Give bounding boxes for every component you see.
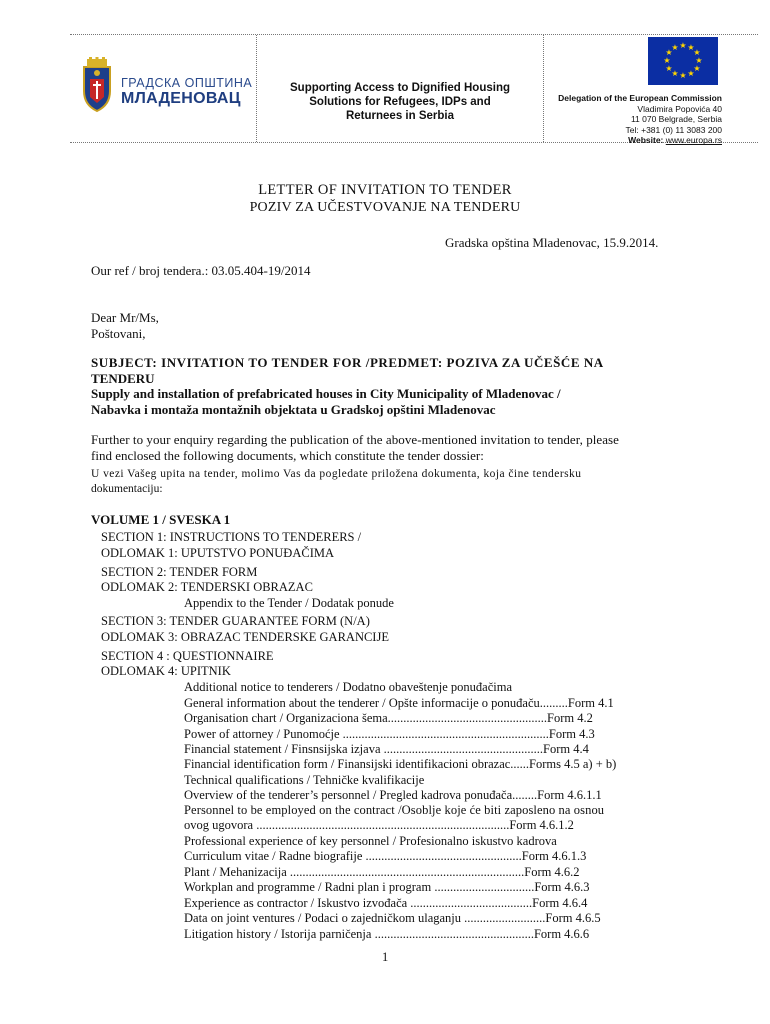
section-4-sr: ODLOMAK 4: UPITNIK bbox=[101, 664, 231, 678]
list-item: Additional notice to tenderers / Dodatno obaveštenje ponuđačima bbox=[184, 680, 513, 694]
section-3-sr: ODLOMAK 3: OBRAZAC TENDERSKE GARANCIJE bbox=[101, 630, 389, 644]
body-sr-line2: dokumentaciju: bbox=[91, 483, 163, 495]
list-item: ovog ugovora .................................................................................Form 4.6.1.2 bbox=[184, 818, 574, 832]
logo-line2: МЛАДЕНОВАЦ bbox=[121, 90, 241, 107]
list-item: Curriculum vitae / Radne biografije ..................................................Form 4.6.1.3 bbox=[184, 849, 587, 863]
project-title-cell bbox=[256, 35, 544, 142]
svg-text:★: ★ bbox=[665, 48, 673, 57]
subject-line2: TENDERU bbox=[91, 371, 155, 386]
project-title bbox=[257, 81, 543, 123]
greeting-en: Dear Mr/Ms, bbox=[91, 310, 159, 325]
body-en-line1: Further to your enquiry regarding the publication of the above-mentioned invitation to tender, please bbox=[91, 432, 619, 447]
website-link[interactable]: www.europa.rs bbox=[665, 135, 722, 146]
list-item: Organisation chart / Organizaciona šema...................................................Form 4.2 bbox=[184, 711, 593, 725]
svg-text:★: ★ bbox=[671, 69, 679, 78]
list-item: Professional experience of key personnel / Profesionalno iskustvo kadrova bbox=[184, 834, 557, 848]
list-item: Personnel to be employed on the contract /Osoblje koje će biti zaposleno na osnou bbox=[184, 803, 605, 817]
subject-line3: Supply and installation of prefabricated houses in City Municipality of Mladenovac / bbox=[91, 386, 561, 401]
list-item: Power of attorney / Punomoćje ..................................................................Form 4.3 bbox=[184, 727, 595, 741]
delegation-tel: Tel: +381 (0) 11 3083 200 bbox=[625, 124, 722, 135]
list-item: Technical qualifications / Tehničke kvalifikacije bbox=[184, 773, 425, 787]
greeting-sr: Poštovani, bbox=[91, 326, 146, 341]
section-4-en: SECTION 4 : QUESTIONNAIRE bbox=[101, 649, 274, 663]
place-date: Gradska opština Mladenovac, 15.9.2014. bbox=[445, 235, 659, 250]
letterhead bbox=[70, 34, 758, 146]
delegation-name: Delegation of the European Commission bbox=[558, 93, 722, 103]
svg-text:★: ★ bbox=[671, 43, 679, 52]
list-item: Experience as contractor / Iskustvo izvođača .......................................Form 4.6.4 bbox=[184, 896, 588, 910]
eu-flag-icon bbox=[648, 37, 718, 85]
section-2-appendix: Appendix to the Tender / Dodatak ponude bbox=[184, 596, 394, 610]
section-1-sr: ODLOMAK 1: UPUTSTVO PONUĐAČIMA bbox=[101, 546, 334, 560]
svg-text:★: ★ bbox=[695, 56, 703, 65]
svg-text:★: ★ bbox=[693, 48, 701, 57]
logo-line1: ГРАДСКА ОПШТИНА bbox=[121, 76, 253, 90]
delegation-address-line2: 11 070 Belgrade, Serbia bbox=[630, 114, 722, 125]
letter-title-en: LETTER OF INVITATION TO TENDER bbox=[258, 182, 512, 198]
list-item: General information about the tenderer / Opšte informacije o ponuđaču.........Form 4.1 bbox=[184, 696, 614, 710]
svg-text:★: ★ bbox=[663, 56, 671, 65]
subject-line1: SUBJECT: INVITATION TO TENDER FOR /PREDMET: POZIVA ZA UČEŠĆE NA bbox=[91, 355, 604, 370]
municipality-name bbox=[121, 75, 252, 107]
reference-number: Our ref / broj tendera.: 03.05.404-19/2014 bbox=[91, 263, 311, 278]
list-item: Litigation history / Istorija parničenja ...................................................Form 4.6.6 bbox=[184, 927, 590, 941]
list-item: Financial identification form / Finansijski identifikacioni obrazac......Forms 4.5 a) + b) bbox=[184, 757, 617, 771]
delegation-address bbox=[558, 93, 722, 146]
project-title-line3: Returnees in Serbia bbox=[345, 110, 454, 122]
coat-of-arms-icon bbox=[80, 57, 114, 118]
subject-line4: Nabavka i montaža montažnih objektata u Gradskoj opštini Mladenovac bbox=[91, 402, 496, 417]
svg-text:★: ★ bbox=[665, 64, 673, 73]
page-number: 1 bbox=[382, 950, 389, 964]
section-3-en: SECTION 3: TENDER GUARANTEE FORM (N/A) bbox=[101, 614, 370, 628]
svg-text:★: ★ bbox=[679, 71, 687, 80]
letter-title-sr: POZIV ZA UČESTVOVANJE NA TENDERU bbox=[249, 200, 521, 215]
body-en-line2: find enclosed the following documents, which constitute the tender dossier: bbox=[91, 448, 484, 463]
website-label: Website: bbox=[628, 135, 664, 146]
svg-text:★: ★ bbox=[679, 41, 687, 50]
project-title-line2: Solutions for Refugees, IDPs and bbox=[309, 96, 491, 108]
list-item: Workplan and programme / Radni plan i program ................................Form 4.6.3 bbox=[184, 880, 590, 894]
list-item: Financial statement / Finsnsijska izjava ...................................................Form 4.4 bbox=[184, 742, 589, 756]
section-2-sr: ODLOMAK 2: TENDERSKI OBRAZAC bbox=[101, 580, 313, 594]
list-item: Overview of the tenderer’s personnel / Pregled kadrova ponuđača........Form 4.6.1.1 bbox=[184, 788, 602, 802]
volume-heading: VOLUME 1 / SVESKA 1 bbox=[91, 512, 231, 527]
svg-text:★: ★ bbox=[687, 69, 695, 78]
section-2-en: SECTION 2: TENDER FORM bbox=[101, 565, 258, 579]
project-title-line1: Supporting Access to Dignified Housing bbox=[290, 82, 510, 94]
body-sr-line1: U vezi Vašeg upita na tender, molimo Vas da pogledate priložena dokumenta, koja čine tendersku bbox=[91, 468, 582, 480]
list-item: Data on joint ventures / Podaci o zajedničkom ulaganju ..........................Form 4.6.5 bbox=[184, 911, 601, 925]
svg-text:★: ★ bbox=[687, 43, 695, 52]
delegation-address-line1: Vladimira Popovića 40 bbox=[637, 103, 722, 114]
section-1-en: SECTION 1: INSTRUCTIONS TO TENDERERS / bbox=[101, 530, 362, 544]
list-item: Plant / Mehanizacija ...........................................................................Form 4.6.2 bbox=[184, 865, 580, 879]
municipality-logo-cell bbox=[70, 35, 256, 142]
svg-text:★: ★ bbox=[693, 64, 701, 73]
